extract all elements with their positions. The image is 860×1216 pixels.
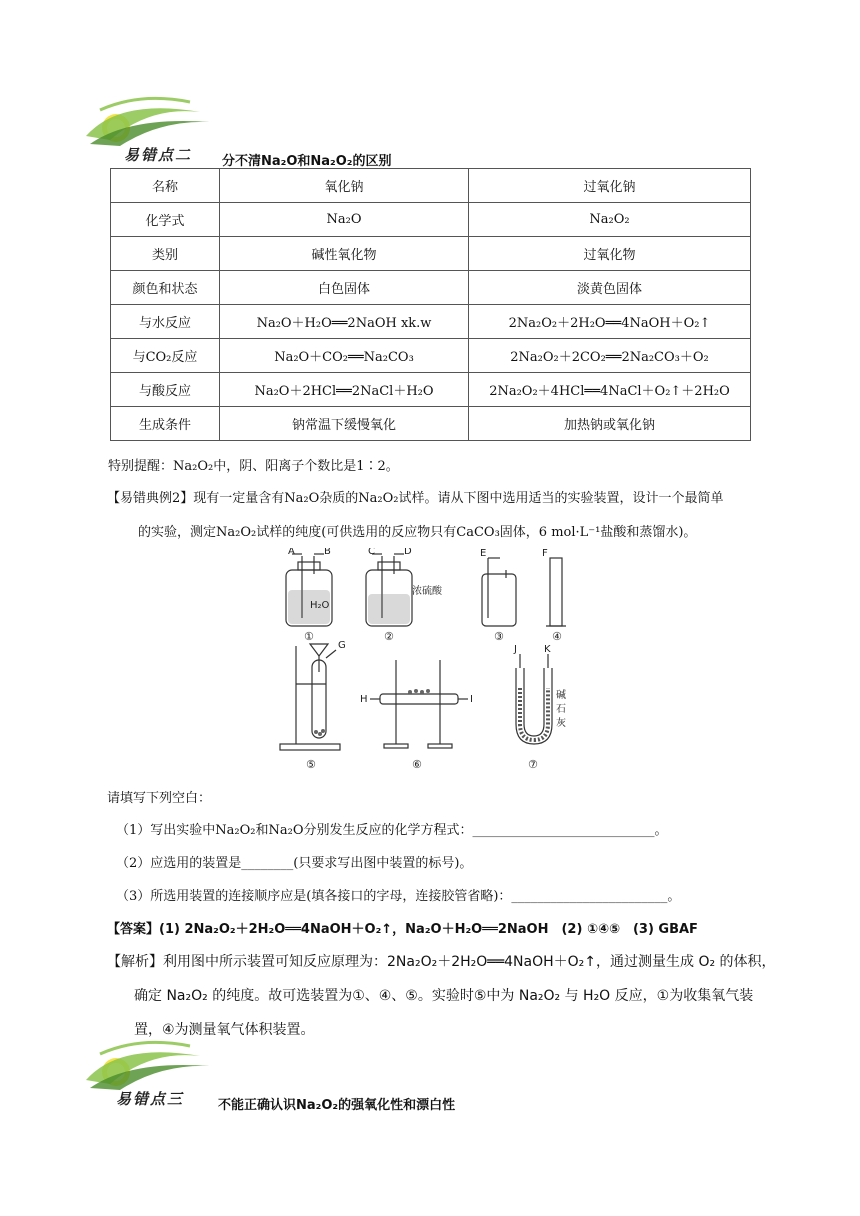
table-cell: 2Na₂O₂＋2CO₂══2Na₂CO₃＋O₂	[469, 339, 751, 373]
special-tip: 特别提醒：Na₂O₂中，阴、阳离子个数比是1∶2。	[108, 459, 399, 474]
table-cell: 过氧化钠	[469, 169, 751, 203]
table-row	[111, 203, 751, 237]
question-2: （2）应选用的装置是________(只要求写出图中装置的标号)。	[116, 856, 473, 871]
label-lime-3: 灰	[556, 718, 566, 729]
table-cell: 与CO₂反应	[111, 339, 220, 373]
label-C: C	[368, 548, 375, 557]
table-cell: 钠常温下缓慢氧化	[220, 407, 469, 441]
section3-logo	[80, 1040, 220, 1110]
label-K: K	[544, 644, 551, 655]
table-cell: Na₂O＋H₂O══2NaOH xk.w	[220, 305, 469, 339]
table-row	[111, 339, 751, 373]
section2-logo-text: 易错点二	[124, 146, 193, 164]
number-3: ③	[494, 630, 504, 643]
apparatus-figure	[270, 548, 600, 774]
question-3: （3）所选用装置的连接顺序应是(填各接口的字母，连接胶管省略)：________________________。	[116, 889, 681, 904]
table-cell: Na₂O＋2HCl══2NaCl＋H₂O	[220, 373, 469, 407]
label-B: B	[324, 548, 331, 557]
table-row	[111, 407, 751, 441]
table-cell: 过氧化物	[469, 237, 751, 271]
label-lime-2: 石	[556, 704, 566, 715]
example-line-1: 【易错典例2】现有一定量含有Na₂O杂质的Na₂O₂试样。请从下图中选用适当的实验装置，设计一个最简单	[107, 491, 724, 506]
label-E: E	[480, 548, 487, 559]
table-row	[111, 271, 751, 305]
table-cell: 与酸反应	[111, 373, 220, 407]
questions-intro: 请填写下列空白：	[107, 791, 212, 806]
table-cell: 加热钠或氧化钠	[469, 407, 751, 441]
section2-logo	[80, 96, 220, 166]
table-cell: 白色固体	[220, 271, 469, 305]
number-7: ⑦	[528, 758, 538, 771]
label-I: I	[470, 694, 473, 705]
answer-line: 【答案】(1) 2Na₂O₂＋2H₂O══4NaOH＋O₂↑，Na₂O＋H₂O══2NaOH (2) ①④⑤ (3) GBAF	[107, 922, 698, 937]
table-cell: 颜色和状态	[111, 271, 220, 305]
table-cell: 化学式	[111, 203, 220, 237]
comparison-table	[110, 168, 751, 441]
table-row	[111, 305, 751, 339]
number-1: ①	[304, 630, 314, 643]
label-A: A	[288, 548, 295, 557]
table-cell: 2Na₂O₂＋4HCl══4NaCl＋O₂↑＋2H₂O	[469, 373, 751, 407]
number-4: ④	[552, 630, 562, 643]
analysis-line-3: 置，④为测量氧气体积装置。	[134, 1022, 315, 1038]
label-H: H	[360, 694, 368, 705]
number-2: ②	[384, 630, 394, 643]
table-cell: Na₂O	[220, 203, 469, 237]
analysis-line-2: 确定 Na₂O₂ 的纯度。故可选装置为①、④、⑤。实验时⑤中为 Na₂O₂ 与 H₂O 反应，①为收集氧气装	[134, 988, 754, 1004]
number-5: ⑤	[306, 758, 316, 771]
question-1: （1）写出实验中Na₂O₂和Na₂O分别发生反应的化学方程式：____________________________。	[116, 823, 668, 838]
table-row	[111, 373, 751, 407]
table-cell: 氧化钠	[220, 169, 469, 203]
label-J: J	[514, 644, 517, 655]
table-row	[111, 237, 751, 271]
table-row	[111, 169, 751, 203]
table-cell: 2Na₂O₂＋2H₂O══4NaOH＋O₂↑	[469, 305, 751, 339]
table-cell: 碱性氧化物	[220, 237, 469, 271]
analysis-line-1: 【解析】利用图中所示装置可知反应原理为：2Na₂O₂＋2H₂O══4NaOH＋O₂↑，通过测量生成 O₂ 的体积，	[107, 954, 776, 970]
label-F: F	[542, 548, 548, 559]
cylinder-4	[550, 558, 562, 626]
section3-title: 不能正确认识Na₂O₂的强氧化性和漂白性	[218, 1098, 456, 1113]
table-cell: 与水反应	[111, 305, 220, 339]
label-G: G	[338, 640, 346, 651]
label-conc-acid: 浓硫酸	[412, 586, 442, 597]
table-cell: Na₂O＋CO₂══Na₂CO₃	[220, 339, 469, 373]
table-cell: Na₂O₂	[469, 203, 751, 237]
tube-6	[380, 694, 458, 704]
example-line-2: 的实验，测定Na₂O₂试样的纯度(可供选用的反应物只有CaCO₃固体，6 mol·L⁻¹盐酸和蒸馏水)。	[138, 525, 697, 540]
number-6: ⑥	[412, 758, 422, 771]
section3-logo-text: 易错点三	[116, 1090, 185, 1108]
label-h2o: H₂O	[310, 600, 330, 611]
label-lime-1: 碱	[556, 690, 566, 701]
apparatus-drawing	[270, 548, 600, 774]
table-cell: 淡黄色固体	[469, 271, 751, 305]
table-cell: 名称	[111, 169, 220, 203]
section2-title: 分不清Na₂O和Na₂O₂的区别	[222, 154, 392, 169]
label-D: D	[404, 548, 412, 557]
table-cell: 类别	[111, 237, 220, 271]
table-cell: 生成条件	[111, 407, 220, 441]
bottle-3	[482, 574, 516, 626]
